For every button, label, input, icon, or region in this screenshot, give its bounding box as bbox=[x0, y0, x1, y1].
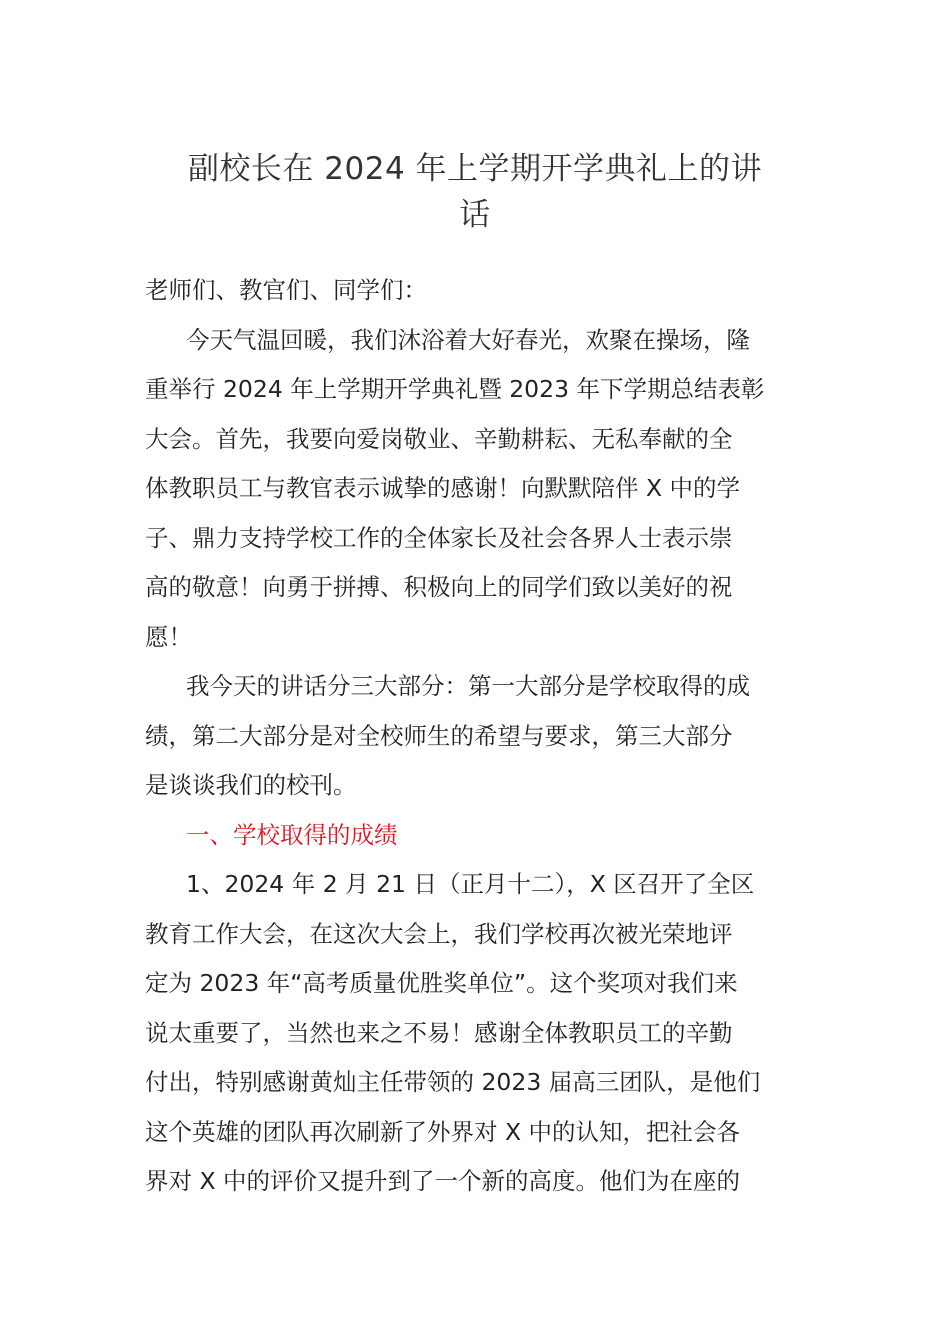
title-line-1: 副校长在 2024 年上学期开学典礼上的讲 bbox=[187, 151, 763, 187]
paragraph-line: 我今天的讲话分三大部分：第一大部分是学校取得的成 bbox=[186, 672, 750, 700]
section-heading: 一、学校取得的成绩 bbox=[186, 820, 398, 849]
paragraph-line: 是谈谈我们的校刊。 bbox=[145, 771, 357, 799]
paragraph-opening bbox=[145, 316, 810, 663]
paragraph-outline bbox=[145, 662, 810, 811]
document-title bbox=[145, 146, 805, 238]
paragraph-line: 绩，第二大部分是对全校师生的希望与要求，第三大部分 bbox=[145, 721, 733, 750]
title-line-2: 话 bbox=[459, 197, 491, 233]
paragraph-line: 付出，特别感谢黄灿主任带领的 2023 届高三团队，是他们 bbox=[145, 1068, 761, 1096]
paragraph-achievement bbox=[145, 860, 810, 1207]
paragraph-line: 子、鼎力支持学校工作的全体家长及社会各界人士表示崇 bbox=[145, 523, 733, 552]
paragraph-line: 界对 X 中的评价又提升到了一个新的高度。他们为在座的 bbox=[145, 1167, 741, 1195]
paragraph-line: 这个英雄的团队再次刷新了外界对 X 中的认知，把社会各 bbox=[145, 1117, 741, 1146]
paragraph-line: 定为 2023 年“高考质量优胜奖单位”。这个奖项对我们来 bbox=[145, 969, 738, 997]
salutation bbox=[145, 266, 810, 316]
paragraph-line: 体教职员工与教官表示诚挚的感谢！向默默陪伴 X 中的学 bbox=[145, 474, 741, 502]
paragraph-line: 重举行 2024 年上学期开学典礼暨 2023 年下学期总结表彰 bbox=[145, 375, 765, 403]
paragraph-line: 今天气温回暖，我们沐浴着大好春光，欢聚在操场，隆 bbox=[186, 325, 750, 354]
paragraph-line: 1、2024 年 2 月 21 日（正月十二），X 区召开了全区 bbox=[186, 870, 755, 898]
paragraph-line: 大会。首先，我要向爱岗敬业、辛勤耕耘、无私奉献的全 bbox=[145, 424, 733, 453]
salutation-line: 老师们、教官们、同学们： bbox=[145, 276, 427, 304]
paragraph-line: 说太重要了，当然也来之不易！感谢全体教职员工的辛勤 bbox=[145, 1018, 733, 1047]
paragraph-line: 教育工作大会，在这次大会上，我们学校再次被光荣地评 bbox=[145, 919, 733, 948]
paragraph-line: 愿！ bbox=[145, 622, 192, 651]
paragraph-line: 高的敬意！向勇于拼搏、积极向上的同学们致以美好的祝 bbox=[145, 573, 733, 601]
document-body bbox=[145, 266, 810, 1207]
